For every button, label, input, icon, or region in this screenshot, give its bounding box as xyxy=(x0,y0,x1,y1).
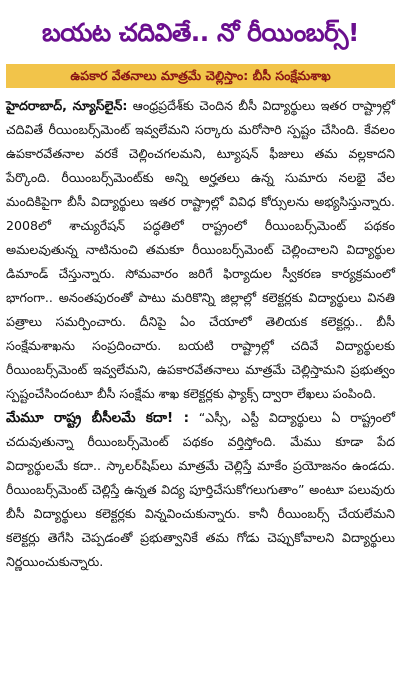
news-clipping xyxy=(0,16,401,685)
paragraph-2-text: “ఎస్సీ, ఎస్టీ విద్యార్థులు ఏ రాష్ట్రంలో చదువుతున్నా రీయింబర్స్‌మెంట్ పథకం వర్తిస్తోంది. మేము కూడా పేద విద్యార్థులమే కదా.. స్కాలర్‌షిప్‌లు మాత్రమే చెల్లిస్తే మాకేం ప్రయోజనం ఉండదు. రీయింబర్స్‌మెంట్ చెల్లిస్తే ఉన్నత విద్య పూర్తిచేసుకోగలుగుతాం” అంటూ పలువురు బీసీ విద్యార్థులు కలెక్టర్లకు విన్నవించుకున్నారు. కానీ రీయింబర్స్ చేయలేమని కలెక్టర్లు తెగేసి చెప్పడంతో ప్రభుత్వానికే తమ గోడు చెప్పుకోవాలని విద్యార్థులు నిర్ణయించుకున్నారు. xyxy=(6,410,395,569)
subsection-lead: మేమూ రాష్ట్ర బీసీలమే కదా! : xyxy=(6,410,189,426)
subheadline-bar: ఉపకార వేతనాలు మాత్రమే చెల్లిస్తాం: బీసీ సంక్షేమశాఖ xyxy=(6,64,395,88)
dateline: హైదరాబాద్, న్యూస్‌లైన్: xyxy=(6,98,128,113)
article-body xyxy=(6,94,395,574)
paragraph-2 xyxy=(6,406,395,574)
paragraph-1 xyxy=(6,94,395,406)
paragraph-1-text: ఆంధ్రప్రదేశ్‌కు చెందిన బీసీ విద్యార్థులు ఇతర రాష్ట్రాల్లో చదివితే రీయింబర్స్‌మెంట్ ఇవ్వలేమని సర్కారు మరోసారి స్పష్టం చేసింది. కేవలం ఉపకారవేతనాల వరకే చెల్లించగలమని, ట్యూషన్ ఫీజులు తమ వల్లకాదని పేర్కొంది. రీయింబర్స్‌మెంట్‌కు అన్ని అర్హతలు ఉన్న సుమారు నలభై వేల మందికిపైగా బీసీ విద్యార్థులు ఇతర రాష్ట్రాల్లో వివిధ కోర్సులను అభ్యసిస్తున్నారు. 2008లో శాచ్యురేషన్ పద్ధతిలో రాష్ట్రంలో రీయింబర్స్‌మెంట్ పథకం అమలవుతున్న నాటినుంచి తమకూ రీయింబర్స్‌మెంట్ చెల్లించాలని విద్యార్థుల డిమాండ్ చేస్తున్నారు. సోమవారం జరిగే ఫిర్యాదుల స్వీకరణ కార్యక్రమంలో భాగంగా.. అనంతపురంతో పాటు మరికొన్ని జిల్లాల్లో కలెక్టర్లకు విద్యార్థులు వినతి పత్రాలు సమర్పించారు. దీనిపై ఏం చేయాలో తెలియక కలెక్టర్లు.. బీసీ సంక్షేమశాఖను సంప్రదించారు. బయటి రాష్ట్రాల్లో చదివే విద్యార్థులకు రీయింబర్స్‌మెంట్ ఇవ్వలేమని, ఉపకారవేతనాలు మాత్రమే చెల్లిస్తామని ప్రభుత్వం స్పష్టంచేసిందంటూ బీసీ సంక్షేమ శాఖ కలెక్టర్లకు ఫ్యాక్స్ ద్వారా లేఖలు పంపింది. xyxy=(6,98,395,401)
headline: బయట చదివితే.. నో రీయింబర్స్‌! xyxy=(42,18,359,47)
